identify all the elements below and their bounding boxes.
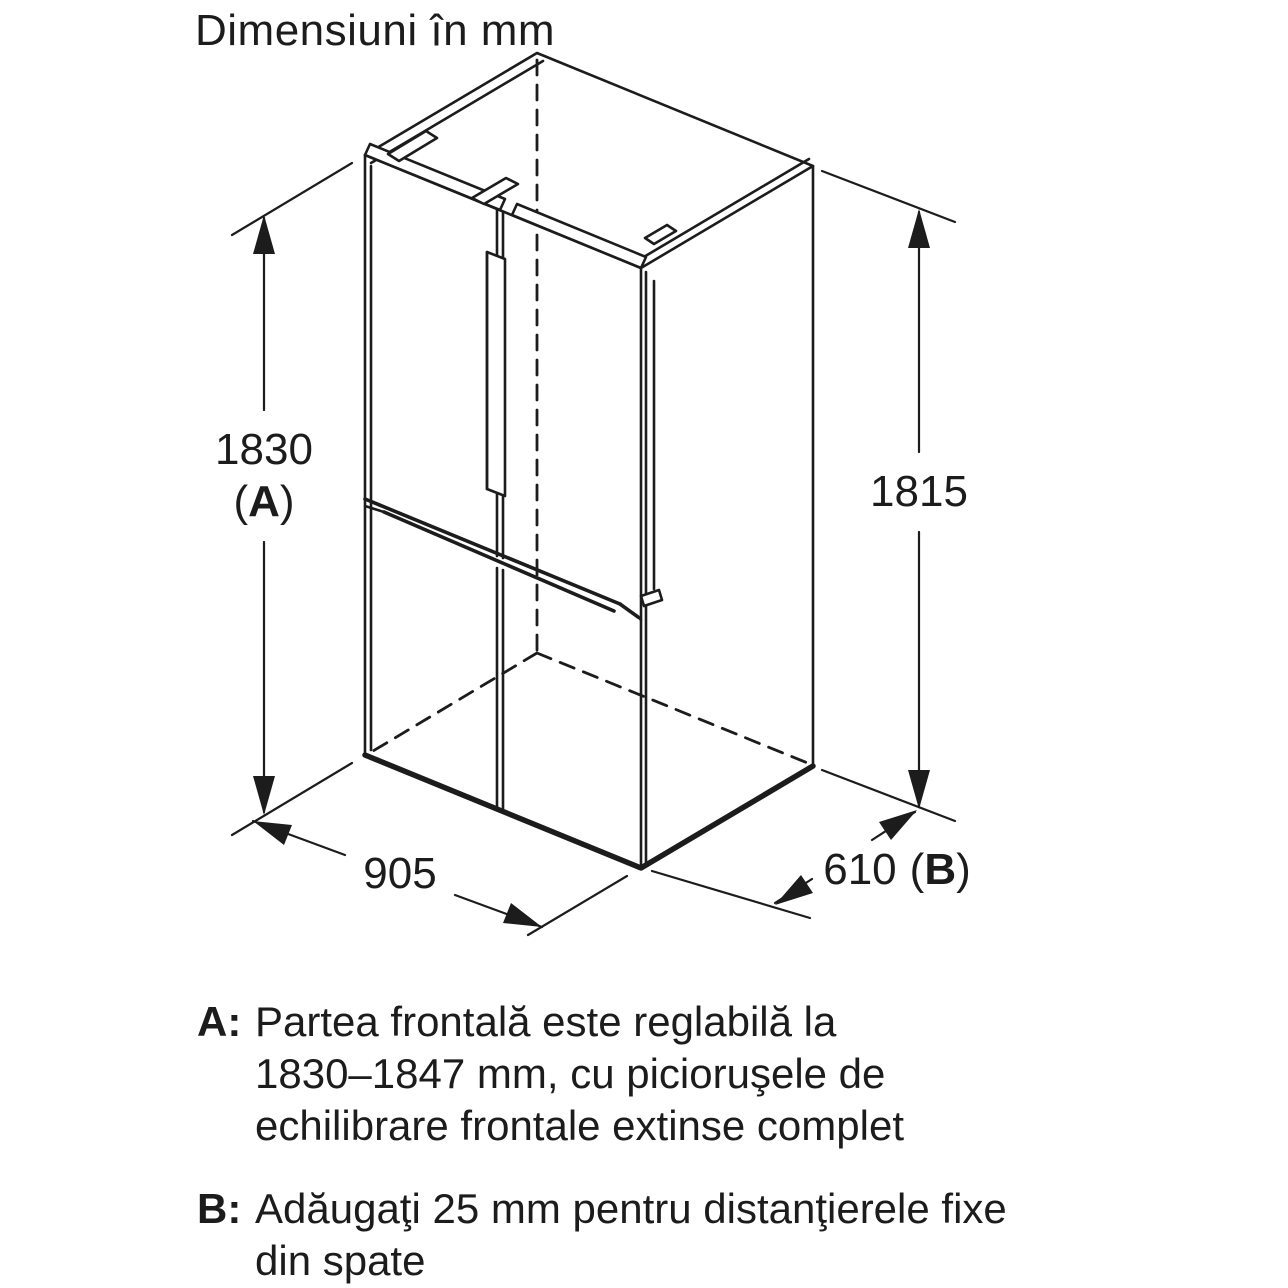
right-door-top-strip	[512, 204, 646, 268]
groove-right-step	[620, 604, 638, 617]
hidden-bottom-left-edge	[368, 653, 537, 754]
note-a	[197, 996, 904, 1152]
ext-line-top	[822, 171, 955, 222]
dimension-depth	[652, 810, 971, 918]
hidden-bottom-right-edge	[537, 653, 810, 764]
upper-door-handle	[487, 252, 505, 496]
note-a-key: A:	[197, 998, 242, 1045]
note-a-line-1: Partea frontală este reglabilă la	[255, 998, 837, 1045]
note-b-text	[255, 1183, 1007, 1287]
body-height-value: 1815	[870, 467, 968, 516]
note-b-line-1: Adăugaţi 25 mm pentru distanţierele fixe	[255, 1185, 1007, 1232]
dimension-body-height	[822, 171, 968, 821]
front-height-ref: (A)	[233, 477, 295, 526]
front-height-value: 1830	[215, 425, 313, 474]
ext-line-right	[528, 876, 627, 935]
arrowhead-down	[253, 776, 275, 815]
top-right-rim-line	[637, 159, 809, 261]
note-b-line-2: din spate	[255, 1237, 426, 1284]
front-face-details	[365, 166, 638, 811]
ext-line-bottom	[232, 763, 352, 835]
ext-line-top	[232, 163, 352, 235]
arrowhead-right	[879, 810, 917, 840]
freezer-handle-groove-top	[365, 499, 620, 604]
center-gap-lower	[497, 568, 503, 811]
note-b	[197, 1183, 1007, 1287]
groove-side-wrap	[641, 590, 662, 606]
note-a-text	[255, 996, 904, 1152]
top-face-details	[365, 61, 809, 268]
note-a-line-2: 1830–1847 mm, cu picioruşele de	[255, 1050, 886, 1097]
depth-value: 610 (B)	[823, 845, 971, 894]
freezer-handle-groove-bottom	[384, 512, 614, 611]
arrowhead-left	[775, 875, 813, 905]
ext-line-bottom	[822, 770, 955, 821]
arrowhead-left	[253, 821, 292, 845]
page-title: Dimensiuni în mm	[195, 6, 556, 55]
note-b-key: B:	[197, 1185, 242, 1232]
dimension-front-height	[215, 163, 352, 835]
note-a-line-3: echilibrare frontale extinse complet	[255, 1102, 904, 1149]
width-value: 905	[363, 849, 437, 898]
arrowhead-right	[503, 903, 542, 927]
arrowhead-up	[908, 209, 930, 248]
